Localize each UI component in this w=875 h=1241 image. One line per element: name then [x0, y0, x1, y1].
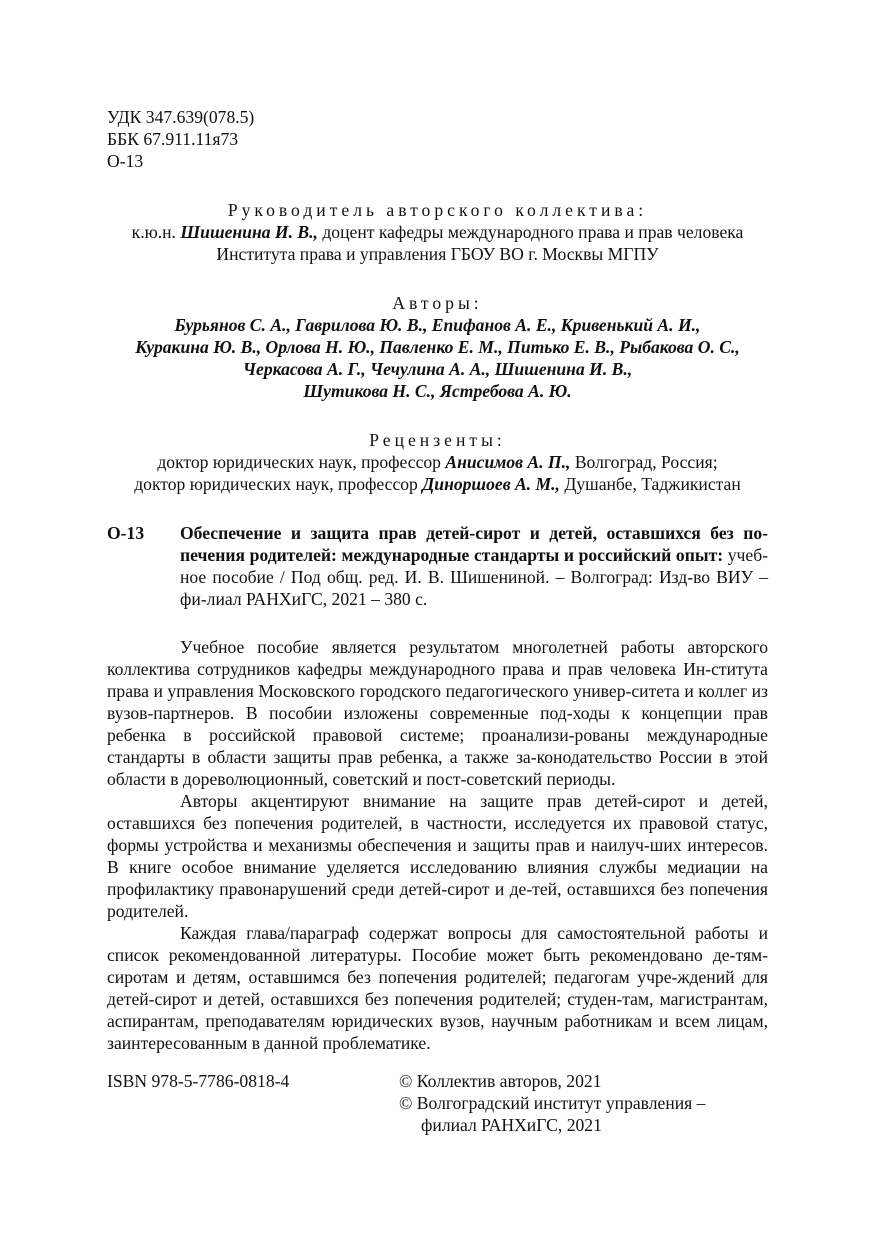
udk-code: УДК 347.639(078.5): [107, 107, 255, 127]
abstract-paragraph: Учебное пособие является результатом многолетней работы авторского коллектива сотрудников кафедры международного права и прав человека Ин-ститута права и управления Московского городского педагогического универ-ситета и коллег из вузов-партнеров. В пособии изложены современные под-ходы к концепции прав ребенка в российской правовой системе; проанализи-рованы международные стандарты в области защиты прав ребенка, а также за-конодательство России в этой области в дореволюционный, советский и пост-советский периоды.: [107, 637, 768, 789]
reviewer-title: доктор юридических наук, профессор: [157, 452, 441, 472]
entry-title: Обеспечение и защита прав детей-сирот и детей, оставшихся без по-печения родителей: международные стандарты и российский опыт:: [180, 523, 768, 565]
bibliographic-entry: [107, 522, 768, 610]
isbn: ISBN 978-5-7786-0818-4: [107, 1071, 290, 1091]
reviewer-name: Анисимов А. П.,: [445, 452, 571, 472]
authors-line: Бурьянов С. А., Гаврилова Ю. В., Епифанов А. Е., Кривенький А. И.,: [174, 315, 701, 335]
reviewer-line: [107, 473, 768, 495]
head-position: доцент кафедры международного права и прав человека: [322, 222, 744, 242]
abstract: [107, 636, 768, 1054]
authors-heading: Авторы:: [392, 293, 483, 313]
reviewer-title: доктор юридических наук, профессор: [134, 474, 418, 494]
copyright-block: [399, 1070, 705, 1136]
head-of-authors-block: [107, 199, 768, 265]
reviewer-name: Диноршоев А. М.,: [422, 474, 560, 494]
entry-details: учеб-ное пособие / Под общ. ред. И. В. Шишениной. – Волгоград: Изд-во ВИУ – фи-лиал РАНХиГС, 2021 – 380 с.: [180, 545, 769, 609]
entry-description: [180, 522, 768, 610]
abstract-paragraph: Каждая глава/параграф содержат вопросы для самостоятельной работы и список рекомендованной литературы. Пособие может быть рекомендовано де-тям-сиротам и детям, оставшимся без попечения родителей; педагогам учре-ждений для детей-сирот и детей, оставшихся без попечения родителей; студен-там, магистрантам, аспирантам, преподавателям юридических вузов, научным работникам и всем лицам, заинтересованным в данной проблематике.: [107, 923, 768, 1053]
authors-line: Шутикова Н. С., Ястребова А. Ю.: [303, 381, 572, 401]
authors-line: Куракина Ю. В., Орлова Н. Ю., Павленко Е. М., Питько Е. В., Рыбакова О. С.,: [135, 337, 740, 357]
head-name: Шишенина И. В.,: [180, 222, 318, 242]
copyright-publisher: © Волгоградский институт управления –: [399, 1093, 706, 1113]
head-heading: Руководитель авторского коллектива:: [227, 200, 648, 220]
head-line: [107, 221, 768, 243]
reviewers-heading: Рецензенты:: [369, 430, 506, 450]
title-page-reverse: [107, 106, 768, 1136]
authors-line: Черкасова А. Г., Чечулина А. А., Шишенина И. В.,: [242, 359, 633, 379]
head-institution: Института права и управления ГБОУ ВО г. Москвы МГПУ: [216, 244, 659, 264]
head-prefix: к.ю.н.: [131, 222, 176, 242]
classification-codes: [107, 106, 768, 172]
reviewer-line: [107, 451, 768, 473]
reviewer-place: Душанбе, Таджикистан: [564, 474, 741, 494]
imprint-footer: [107, 1070, 768, 1136]
reviewers-block: [107, 429, 768, 495]
author-mark: О-13: [107, 151, 144, 171]
authors-block: [107, 292, 768, 402]
copyright-authors: © Коллектив авторов, 2021: [399, 1071, 602, 1091]
bbk-code: ББК 67.911.11я73: [107, 129, 239, 149]
entry-code: О-13: [107, 523, 145, 543]
abstract-paragraph: Авторы акцентируют внимание на защите прав детей-сирот и детей, оставшихся без попечения родителей, в частности, исследуется их правовой статус, формы устройства и механизмы обеспечения и защиты прав и наилуч-ших интересов. В книге особое внимание уделяется исследованию влияния службы медиации на профилактику правонарушений среди детей-сирот и де-тей, оставшихся без попечения родителей.: [107, 791, 768, 921]
copyright-publisher-cont: филиал РАНХиГС, 2021: [421, 1115, 602, 1135]
reviewer-place: Волгоград, Россия;: [574, 452, 718, 472]
